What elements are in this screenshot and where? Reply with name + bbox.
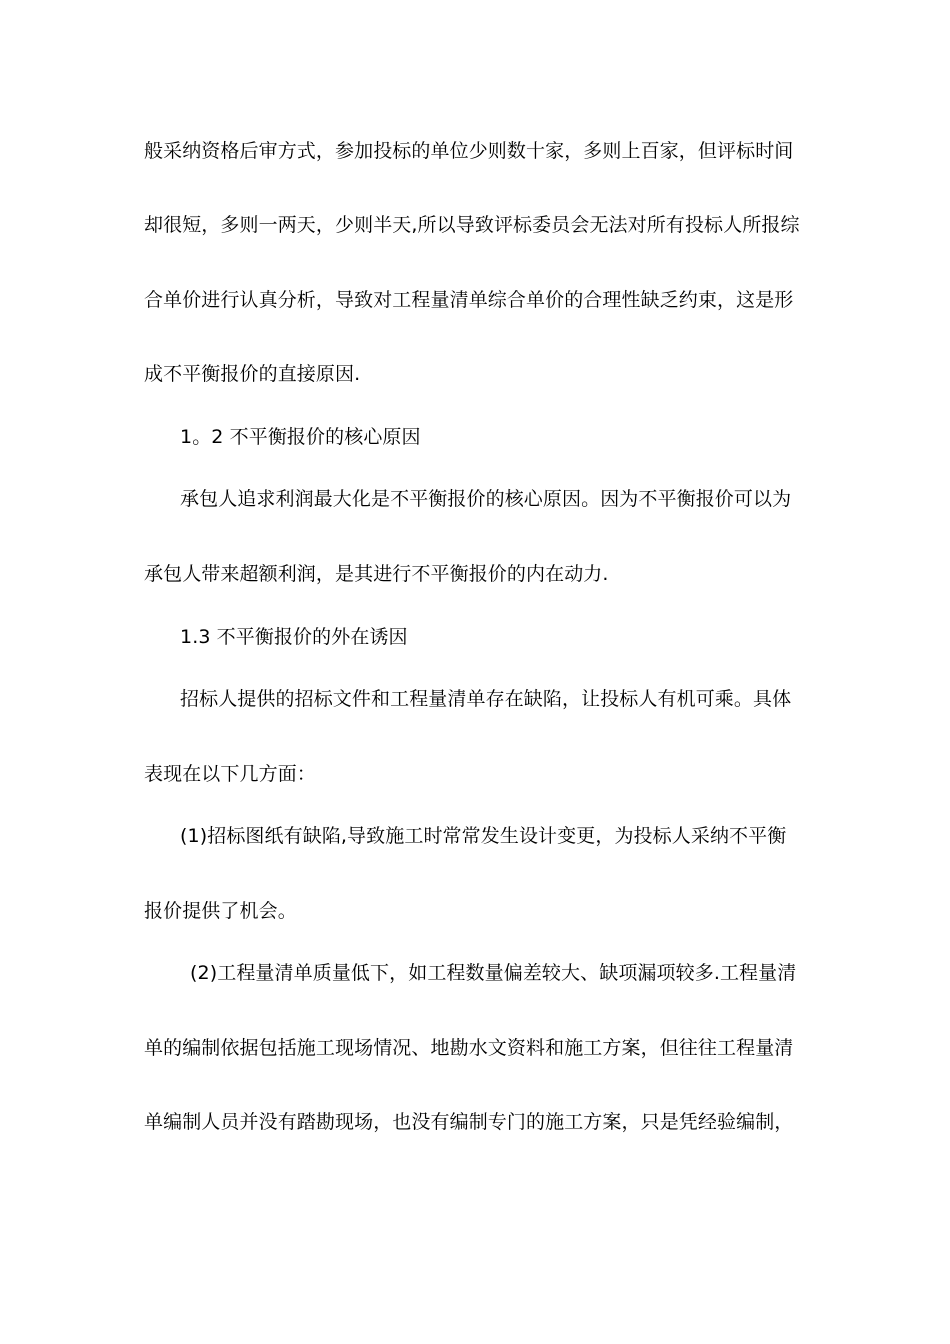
paragraph-line: 单的编制依据包括施工现场情况、地勘水文资料和施工方案，但往往工程量清 (144, 1037, 794, 1059)
section-heading: 1。2 不平衡报价的核心原因 (180, 426, 421, 448)
paragraph-line: 承包人追求利润最大化是不平衡报价的核心原因。因为不平衡报价可以为 (180, 488, 792, 510)
list-item: (2)工程量清单质量低下，如工程数量偏差较大、缺项漏项较多.工程量清 (190, 962, 797, 984)
paragraph-line: 合单价进行认真分析，导致对工程量清单综合单价的合理性缺乏约束，这是形 (144, 289, 794, 311)
paragraph-line: 表现在以下几方面： (144, 763, 316, 785)
paragraph-line: 成不平衡报价的直接原因. (144, 363, 361, 385)
paragraph-line: 承包人带来超额利润，是其进行不平衡报价的内在动力. (144, 563, 609, 585)
paragraph-line: 般采纳资格后审方式，参加投标的单位少则数十家，多则上百家，但评标时间 (144, 140, 794, 162)
section-heading: 1.3 不平衡报价的外在诱因 (180, 626, 408, 648)
paragraph-line: 招标人提供的招标文件和工程量清单存在缺陷，让投标人有机可乘。具体 (180, 688, 792, 710)
paragraph-line: 单编制人员并没有踏勘现场，也没有编制专门的施工方案，只是凭经验编制， (144, 1111, 794, 1133)
paragraph-line: 却很短，多则一两天，少则半天,所以导致评标委员会无法对所有投标人所报综 (144, 214, 800, 236)
paragraph-line: 报价提供了机会。 (144, 900, 297, 922)
list-item: (1)招标图纸有缺陷,导致施工时常常发生设计变更，为投标人采纳不平衡 (180, 825, 787, 847)
